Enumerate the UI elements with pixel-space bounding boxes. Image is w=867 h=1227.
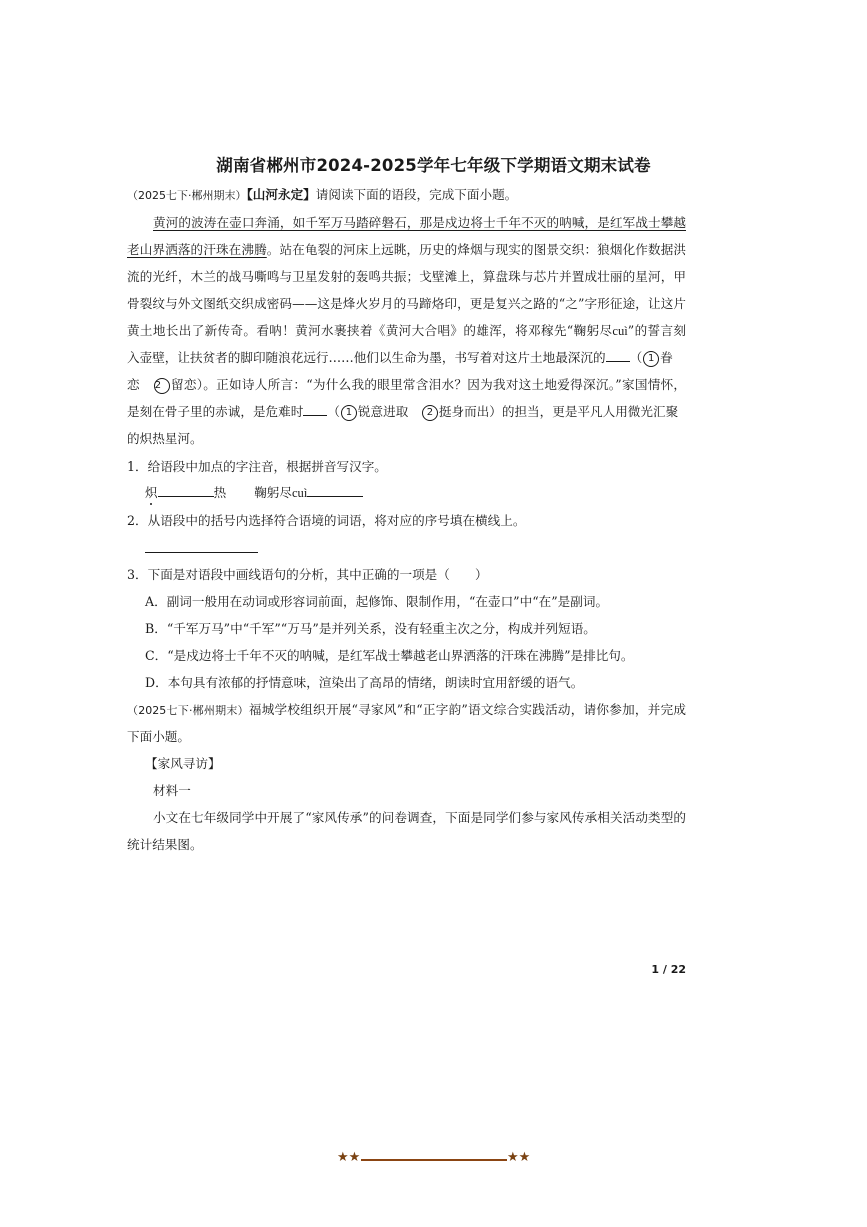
passage-text: 是刻在骨子里的赤诚，是危难时 bbox=[127, 404, 304, 419]
option-text: 本句具有浓郁的抒情意味，渲染出了高昂的情绪，朗读时宜用舒缓的语气。 bbox=[167, 675, 584, 690]
page-number: 1 / 22 bbox=[651, 963, 686, 976]
option-text: 锐意进取 bbox=[357, 404, 409, 419]
option-c[interactable] bbox=[145, 647, 634, 665]
option-label: A． bbox=[145, 594, 167, 609]
circled-number-1: 1 bbox=[643, 351, 659, 367]
option-b[interactable] bbox=[145, 620, 596, 638]
material-text-line-1: 小文在七年级同学中开展了“家风传承”的问卷调查，下面是同学们参与家风传承相关活动类型的 bbox=[153, 810, 686, 825]
footer-divider bbox=[361, 1159, 507, 1161]
question-text: 从语段中的括号内选择符合语境的词语，将对应的序号填在横线上。 bbox=[147, 513, 526, 528]
passage-text: 。站在龟裂的河床上远眺，历史的烽烟与现实的图景交织：狼烟化作数据洪 bbox=[266, 242, 687, 257]
option-label: D． bbox=[145, 675, 168, 690]
option-text: “是戍边将士千年不灭的呐喊，是红军战士攀越老山界洒落的汗珠在沸腾”是排比句。 bbox=[167, 648, 634, 663]
option-a[interactable] bbox=[145, 593, 608, 611]
section2-intro-line-2: 下面小题。 bbox=[127, 729, 190, 744]
exam-title: 湖南省郴州市2024-2025学年七年级下学期语文期末试卷 bbox=[216, 156, 651, 175]
star-icon: ★★ bbox=[507, 1150, 531, 1165]
circled-number-2: 2 bbox=[154, 378, 170, 394]
question-number: 1． bbox=[127, 459, 148, 474]
question-2 bbox=[127, 512, 525, 530]
passage-line-4: 骨裂纹与外文图纸交织成密码——这是烽火岁月的马蹄烙印，更是复兴之路的“之”字形征途，让这片 bbox=[127, 296, 686, 311]
circled-number-2: 2 bbox=[422, 405, 438, 421]
passage-text: 黄土地长出了新传奇。看呐！黄河水裹挟着《黄河大合唱》的雄浑，将邓稼先“鞠躬尽 bbox=[127, 323, 613, 338]
question-text: 给语段中加点的字注音，根据拼音写汉字。 bbox=[147, 459, 387, 474]
passage-line-5 bbox=[127, 322, 686, 340]
section2-instruction: 福城学校组织开展“寻家风”和“正字韵”语文综合实践活动，请你参加，并完成 bbox=[248, 702, 686, 717]
section1-source: （2025七下·郴州期末） bbox=[127, 189, 247, 202]
option-label: C． bbox=[145, 648, 168, 663]
question-number: 3． bbox=[127, 567, 148, 582]
passage-line-8: 是刻在骨子里的赤诚，是危难时 （ 1 锐意进取 2 挺身而出）的担当，更是平凡人用微光汇聚 bbox=[127, 404, 679, 419]
answer-blank-chi[interactable] bbox=[158, 484, 214, 497]
option-text: “千军万马”中“千军”“万马”是并列关系，没有轻重主次之分，构成并列短语。 bbox=[166, 621, 596, 636]
material-text-line-2: 统计结果图。 bbox=[127, 837, 203, 852]
passage-line-1 bbox=[153, 214, 686, 232]
circled-number-1: 1 bbox=[341, 405, 357, 421]
section2-heading: 【家风寻访】 bbox=[145, 756, 221, 771]
question-1 bbox=[127, 458, 387, 476]
star-icon: ★★ bbox=[337, 1150, 361, 1165]
passage-line-9: 的炽热星河。 bbox=[127, 431, 203, 446]
option-d[interactable] bbox=[145, 674, 583, 692]
pinyin-cui: cuì bbox=[291, 486, 308, 500]
underlined-sentence-part-2: 老山界洒落的汗珠在沸腾 bbox=[127, 242, 267, 257]
passage-line-2 bbox=[127, 241, 686, 259]
question-1-items bbox=[145, 484, 363, 502]
option-label: B． bbox=[145, 621, 167, 636]
option-text: 副词一般用在动词或形容词前面，起修饰、限制作用，“在壶口”中“在”是副词。 bbox=[166, 594, 609, 609]
passage-line-6: 入壶壁，让扶贫者的脚印随浪花远行……他们以生命为墨，书写着对这片土地最深沉的 （ 1 眷 bbox=[127, 350, 673, 365]
question-number: 2． bbox=[127, 513, 148, 528]
section1-header bbox=[127, 186, 517, 205]
question-text: 下面是对语段中画线语句的分析，其中正确的一项是（ ） bbox=[147, 567, 488, 582]
answer-line-q2[interactable] bbox=[145, 552, 258, 553]
question-3 bbox=[127, 566, 488, 584]
footer-ornament bbox=[337, 1150, 531, 1170]
answer-blank-cui[interactable] bbox=[307, 484, 363, 497]
fill-blank-1[interactable] bbox=[606, 349, 630, 362]
question-text: 鞠躬尽 bbox=[254, 485, 292, 500]
section2-source: （2025七下·郴州期末） bbox=[127, 704, 249, 717]
passage-text: 挺身而出）的担当，更是平凡人用微光汇聚 bbox=[438, 404, 679, 419]
material-label: 材料一 bbox=[153, 783, 191, 798]
section1-tag: 【山河永定】 bbox=[246, 187, 316, 202]
fill-blank-2[interactable] bbox=[303, 403, 327, 416]
passage-line-7 bbox=[127, 376, 686, 394]
section1-instruction: 请阅读下面的语段，完成下面小题。 bbox=[315, 187, 518, 202]
underlined-sentence-part-1: 黄河的波涛在壶口奔涌，如千军万马踏碎磐石，那是戍边将士千年不灭的呐喊，是红军战士攀越 bbox=[153, 215, 686, 230]
passage-text: 留恋）。正如诗人所言：“为什么我的眼里常含泪水？因为我对这土地爱得深沉。”家国情怀， bbox=[170, 377, 687, 392]
pinyin-cui: cuì bbox=[612, 324, 628, 338]
passage-text: ”的誓言刻 bbox=[627, 323, 686, 338]
option-text: 眷 bbox=[660, 350, 673, 365]
question-text: 热 bbox=[213, 485, 227, 500]
dotted-char-chi: 炽 bbox=[145, 485, 158, 500]
section2-intro-line-1 bbox=[127, 701, 686, 720]
passage-text: 恋 bbox=[127, 377, 140, 392]
passage-line-3: 流的光纤，木兰的战马嘶鸣与卫星发射的轰鸣共振；戈壁滩上，算盘珠与芯片并置成壮丽的星河，甲 bbox=[127, 269, 686, 284]
passage-text: 入壶壁，让扶贫者的脚印随浪花远行……他们以生命为墨，书写着对这片土地最深沉的 bbox=[127, 350, 606, 365]
